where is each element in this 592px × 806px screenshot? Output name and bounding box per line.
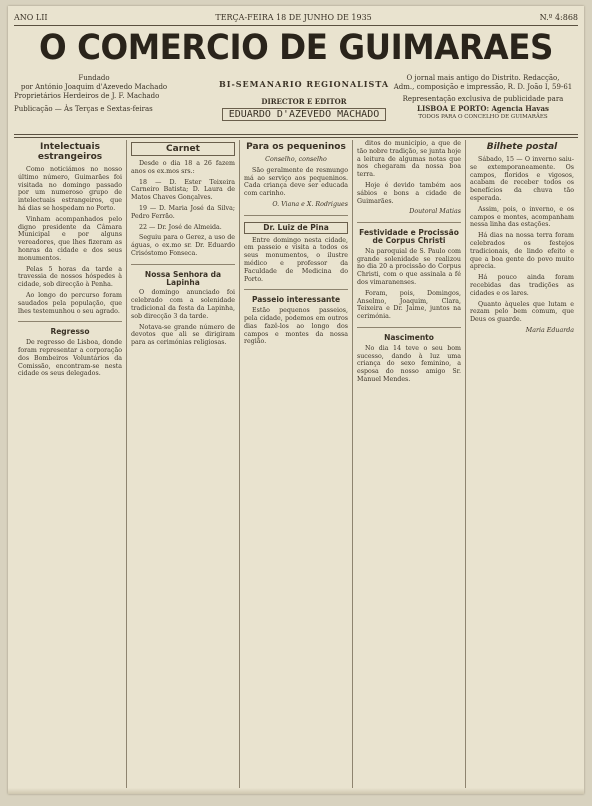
article-title: Dr. Luiz de Pina <box>244 222 348 234</box>
paragraph: No dia 14 teve o seu bom sucesso, dando à luz uma criança do sexo feminino, a esposa do nosso amigo Sr. Manuel Mendes. <box>357 344 461 383</box>
paragraph: ditos do município, a que de tão nobre tradição, se junta hoje a leitura de algumas notas que nos chegaram da nossa boa terra. <box>357 140 461 179</box>
paragraph: Como noticiámos no nosso último número, Guimarães foi visitada no domingo passado por um numeroso grupo de intelectuais estrangeiros, que há dias se hospedam no Porto. <box>18 166 122 212</box>
article-title: Festividade e Procissão de Corpus Christi <box>359 228 459 245</box>
subheader-center <box>204 74 404 121</box>
paragraph: Desde o dia 18 a 26 fazem anos os ex.mos srs.: <box>131 160 235 175</box>
paragraph: Vinham acompanhados pelo digno presidente da Câmara Municipal e por alguns vereadores, que lhes fizeram as honras da cidade e dos seus monumentos. <box>18 215 122 262</box>
column-4 <box>352 140 465 788</box>
article-title: Bilhete postal <box>486 142 558 152</box>
divider <box>357 327 461 328</box>
subheader-right <box>388 74 578 122</box>
paragraph: Sábado, 15 — O inverno saiu-se extemporaneamente. Os campos, floridos e vigosos, acabam de receber todos os benefícios da chuva tão esperada. <box>470 156 574 202</box>
divider <box>244 215 348 216</box>
paragraph: Há pouco ainda foram recebidas das tradições as cidades e os lares. <box>470 274 574 297</box>
paragraph: Entre domingo nesta cidade, em passeio e visita a todos os seus monumentos, o ilustre médico e professor da Faculdade de Medicina do Porto. <box>244 236 348 283</box>
article-title: Para os pequeninos <box>246 142 346 152</box>
article-title: Intelectuais estrangeiros <box>37 142 103 162</box>
publication-days: Publicação — Às Terças e Sextas-feiras <box>14 105 153 113</box>
divider <box>18 321 122 322</box>
paragraph: Estão pequenos passeios, pela cidade, podemos em outros dias fazê-los ao longo dos campos e montes da nossa região. <box>244 307 348 346</box>
info-line: O jornal mais antigo do Distrito. Redacção, <box>406 74 560 82</box>
page-fold <box>8 788 584 794</box>
info-line: TODOS PARA O CONCELHO DE GUIMARÃES <box>418 114 548 120</box>
subheader-left <box>14 74 174 114</box>
paragraph: Hoje é devido também aos sábios e bons a cidade de Guimarães. <box>357 181 461 205</box>
header-line <box>14 10 578 24</box>
paragraph: O domingo anunciado foi celebrado com a solenidade tradicional da festa da Lapinha, sob direcção 3 da tarde. <box>131 289 235 320</box>
signature: Maria Eduarda <box>525 326 574 334</box>
owners: Proprietários Herdeiros de J. F. Machado <box>14 92 160 100</box>
info-line: Representação exclusiva de publicidade para <box>402 95 564 103</box>
paragraph: Na paroquial de S. Paulo com grande solenidade se realizou no dia 20 a procissão do Corpus Christi, com o que assinala a fé dos vimaranenses. <box>357 247 461 286</box>
paragraph: São geralmente de resmungo má ao serviço aos pequeninos. Cada criança deve ser educada com carinho. <box>244 166 348 198</box>
column-3 <box>239 140 352 788</box>
paragraph: Há dias na nossa terra foram celebrados os festejos tradicionais, de lindo efeito e que a boa gente do povo muito aprecia. <box>470 232 574 271</box>
paragraph: 19 — D. Maria José da Silva; Pedro Ferrão. <box>131 204 235 220</box>
paragraph: Assim, pois, o inverno, e os campos e montes, acompanham nessa linha das estações. <box>470 205 574 229</box>
article-title: Nossa Senhora da Lapinha <box>144 269 222 287</box>
info-line: LISBOA E PORTO: Agencia Havas <box>417 104 549 113</box>
paragraph: Quanto àqueles que lutam e rezam pelo bem comum, que Deus os guarde. <box>470 300 574 324</box>
article-columns <box>14 140 578 788</box>
column-2 <box>126 140 239 788</box>
divider <box>357 222 461 223</box>
founded-label: Fundado <box>78 74 110 82</box>
article-title: Passeio interessante <box>251 295 341 305</box>
column-1 <box>14 140 126 788</box>
date-label: TERÇA-FEIRA 18 DE JUNHO DE 1935 <box>215 12 372 22</box>
masthead-rule <box>14 134 578 135</box>
masthead-title: O COMERCIO DE GUIMARAES <box>39 28 553 68</box>
year-label: ANO LII <box>14 12 48 22</box>
paragraph: Foram, pois, Domingos, Anselmo, Joaquim, Clara, Teixeira e Dr. Jaime, juntos na cerimónia. <box>357 289 461 321</box>
editor-name: EDUARDO D'AZEVEDO MACHADO <box>222 108 387 121</box>
article-title: Nascimento <box>384 332 434 342</box>
director-label: DIRECTOR E EDITOR <box>261 97 347 106</box>
signature: Doutoral Matias <box>409 208 461 216</box>
article-subtitle: Conselho, conselho <box>265 156 327 163</box>
paragraph: Notava-se grande número de devotos que ali se dirigiram para as cerimónias religiosas. <box>131 323 235 347</box>
paragraph: 22 — Dr. José de Almeida. <box>139 223 222 231</box>
column-5 <box>465 140 578 788</box>
paragraph: 18 — D. Ester Teixeira Carneiro Batista; D. Laura de Matos Chaves Gonçalves. <box>131 178 235 202</box>
subheader <box>14 72 578 120</box>
tagline: BI-SEMANARIO REGIONALISTA <box>218 79 390 89</box>
article-title: Regresso <box>50 327 90 337</box>
issue-number: N.º 4:868 <box>539 12 578 22</box>
paragraph: Ao longo do percurso foram saudados pela população, que lhes testemunhou o seu agrado. <box>18 291 122 315</box>
divider <box>131 264 235 265</box>
header-rule <box>14 25 578 26</box>
paragraph: Seguiu para o Gerez, a uso de águas, o ex.mo sr. Dr. Eduardo Crisóstomo Fonseca. <box>131 234 235 257</box>
info-line: Adm., composição e impressão, R. D. João I, 59-61 <box>393 83 573 91</box>
newspaper-page <box>8 6 584 794</box>
paragraph: Pelas 5 horas da tarde a travessia de nossos hóspedes à cidade, sob direcção à Penha. <box>18 265 122 289</box>
masthead-rule-2 <box>14 137 578 138</box>
paragraph: De regresso de Lisboa, donde foram representar a corporação dos Bombeiros Voluntários da Comissão, encontram-se nesta cidade os seus delegados. <box>18 339 122 378</box>
signature: O. Viana e X. Rodrigues <box>272 200 348 208</box>
founded-by: por António Joaquim d'Azevedo Machado <box>20 83 168 91</box>
article-title: Carnet <box>131 142 235 156</box>
divider <box>244 289 348 290</box>
